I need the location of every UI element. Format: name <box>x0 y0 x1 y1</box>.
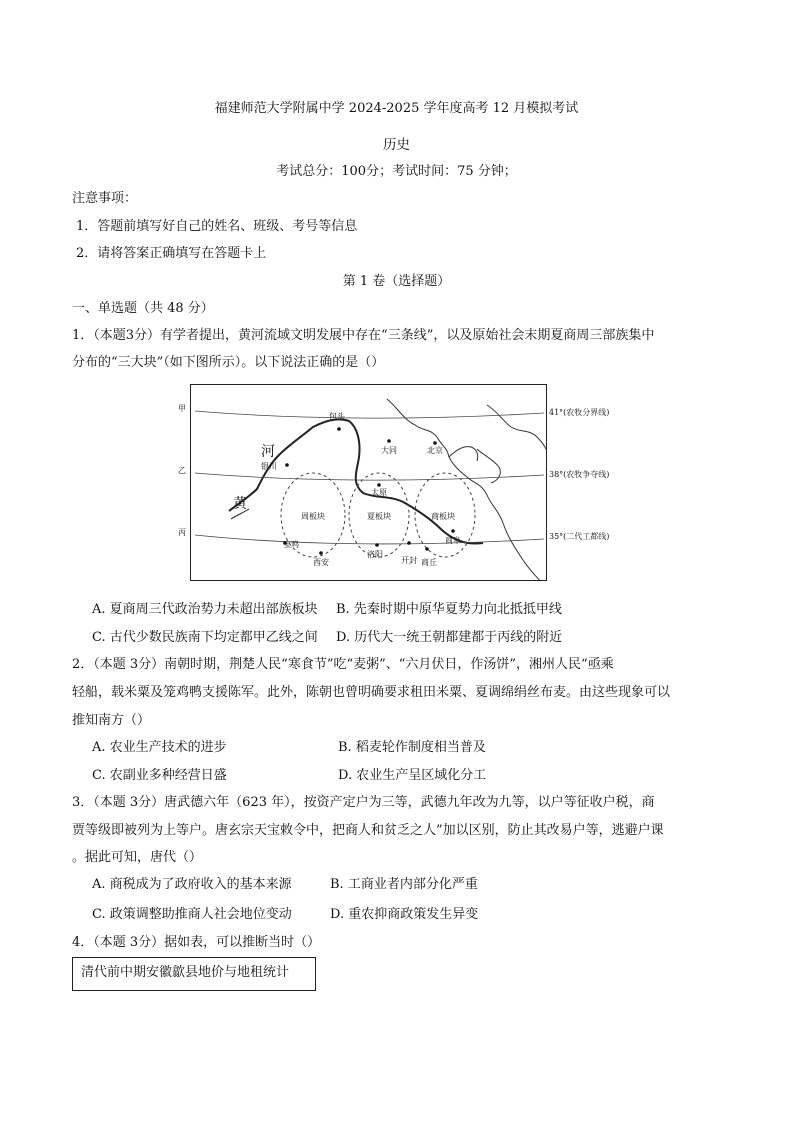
question-2-option-c[interactable]: C. 农副业多种经营日盛 <box>92 768 227 783</box>
map-line-note: 38°(农牧争夺线) <box>549 470 610 479</box>
question-1-option-c[interactable]: C. 古代少数民族南下均定都甲乙线之间 <box>92 630 318 645</box>
map-line-label: 乙 <box>178 466 186 475</box>
question-2-option-b[interactable]: B. 稻麦轮作制度相当普及 <box>338 740 486 755</box>
map-river-label: 河 <box>261 444 275 460</box>
note-item: 1．答题前填写好自己的姓名、班级、考号等信息 <box>76 219 358 234</box>
question-3-option-b[interactable]: B. 工商业者内部分化严重 <box>330 877 478 892</box>
exam-title: 福建师范大学附属中学 2024-2025 学年度高考 12 月模拟考试 <box>214 101 579 116</box>
question-1-map <box>190 384 547 581</box>
map-block-label: 周板块 <box>301 512 325 521</box>
map-line-label: 甲 <box>178 404 186 413</box>
map-line-note: 41°(农牧分界线) <box>549 408 610 417</box>
map-city-label: 宝鸡 <box>283 540 299 549</box>
map-river-label: 黄 <box>233 496 247 512</box>
map-city-label: 北京 <box>427 446 443 455</box>
question-1-stem-line: 分布的“三大块”（如下图所示）。以下说法正确的是（） <box>72 355 385 370</box>
map-city-label: 银川 <box>261 462 277 471</box>
question-3-stem-line: 3．（本题 3分）唐武德六年（623 年），按资产定户为三等，武德九年改为九等，以户等征收户税，商 <box>72 795 655 810</box>
map-city-label: 开封 <box>401 556 417 565</box>
map-block-label: 商板块 <box>431 512 455 521</box>
question-1-stem-line: 1．（本题3分）有学者提出，黄河流域文明发展中存在“三条线”，以及原始社会末期夏商周三部族集中 <box>72 328 655 343</box>
question-4-stem-line: 4．（本题 3分）据如表，可以推断当时（） <box>72 935 321 950</box>
question-4-table-caption: 清代前中期安徽歙县地价与地租统计 <box>72 957 316 991</box>
map-city-label: 商阜 <box>445 536 461 545</box>
map-line-label: 丙 <box>178 528 186 537</box>
question-2-stem-line: 2．（本题 3分）南朝时期，荆楚人民“寒食节”吃“麦粥”、“六月伏日，作汤饼”，湘州人民“亟乘 <box>72 657 614 672</box>
map-city-label: 洛阳 <box>367 550 383 559</box>
question-1-option-d[interactable]: D. 历代大一统王朝都建都于丙线的附近 <box>336 630 563 645</box>
map-city-label: 太原 <box>371 488 387 497</box>
question-3-option-d[interactable]: D. 重农抑商政策发生异变 <box>330 907 479 922</box>
question-2-stem-line: 轻船，载米粟及笼鸡鸭支援陈军。此外，陈朝也曾明确要求租田米粟、夏调绵绢丝布麦。由这些现象可以 <box>72 685 671 700</box>
question-3-stem-line: 。据此可知，唐代（） <box>72 850 203 865</box>
map-city-label: 商丘 <box>421 558 437 567</box>
subject-title: 历史 <box>383 137 410 153</box>
exam-info: 考试总分：100分；考试时间：75 分钟； <box>276 164 517 179</box>
map-city-label: 大同 <box>381 446 397 455</box>
question-3-option-c[interactable]: C. 政策调整助推商人社会地位变动 <box>92 907 292 922</box>
map-city-label: 西安 <box>313 558 329 567</box>
volume-heading: 第 1 卷（选择题） <box>342 274 451 289</box>
part-heading: 一、单选题（共 48 分） <box>72 301 214 316</box>
note-item: 2．请将答案正确填写在答题卡上 <box>76 246 267 261</box>
question-1-option-a[interactable]: A. 夏商周三代政治势力未超出部族板块 <box>92 602 318 617</box>
notes-heading: 注意事项： <box>72 191 138 206</box>
map-block-label: 夏板块 <box>367 512 391 521</box>
question-1-option-b[interactable]: B. 先秦时期中原华夏势力向北抵抵甲线 <box>336 602 562 617</box>
question-3-stem-line: 贾等级即被列为上等户。唐玄宗天宝敕令中，把商人和贫乏之人”加以区别，防止其改易户等，逃避户课 <box>72 823 664 838</box>
map-line-note: 35°(二代工都线) <box>549 532 610 541</box>
question-2-stem-line: 推知南方（） <box>72 713 151 728</box>
question-3-option-a[interactable]: A. 商税成为了政府收入的基本来源 <box>92 877 292 892</box>
map-city-label: 包头 <box>329 412 345 421</box>
question-2-option-d[interactable]: D. 农业生产呈区域化分工 <box>338 768 487 783</box>
question-2-option-a[interactable]: A. 农业生产技术的进步 <box>92 740 227 755</box>
